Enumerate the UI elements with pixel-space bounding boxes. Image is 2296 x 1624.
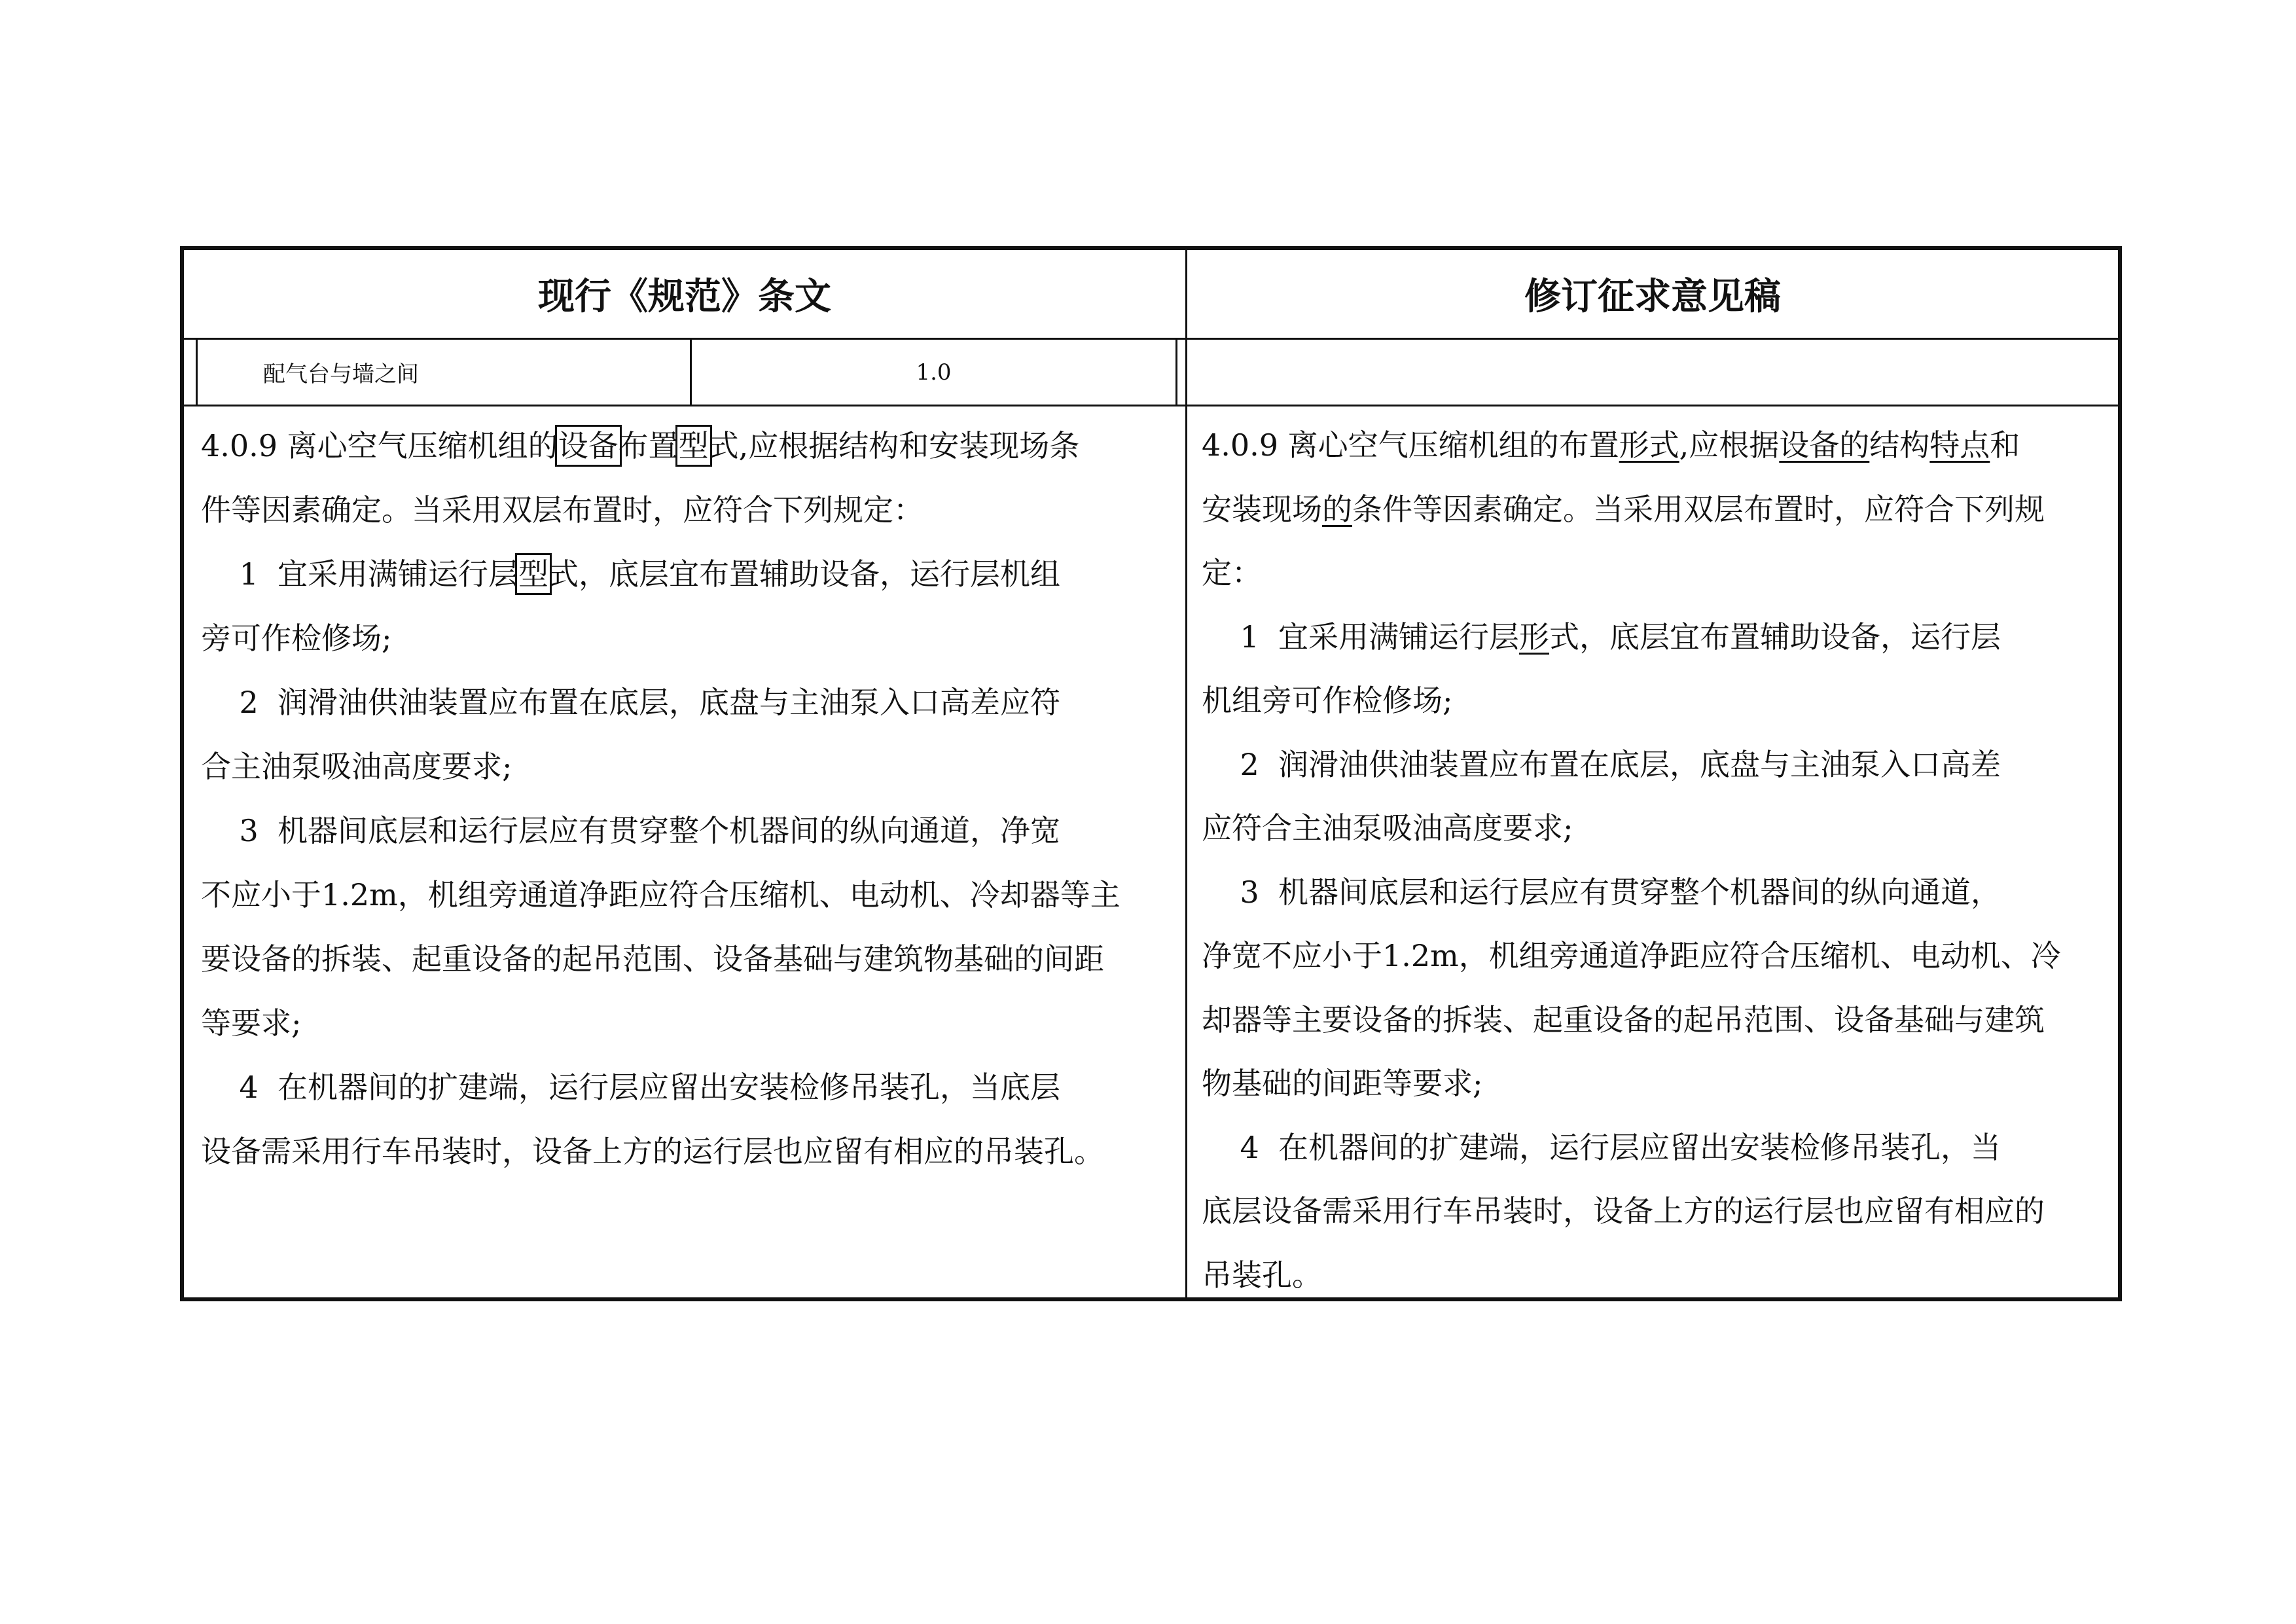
- boxed-term: 设备: [558, 428, 619, 463]
- right-line-1: 4.0.9 离心空气压缩机组的布置形式,应根据设备的结构特点和: [1202, 427, 2020, 463]
- left-line-10: 等要求;: [201, 1005, 302, 1041]
- left-line-9: 要设备的拆装、起重设备的起吊范围、设备基础与建筑物基础的间距: [201, 941, 1104, 977]
- underlined-term: 的: [1322, 491, 1352, 527]
- right-line-4: 1 宜采用满铺运行层形式，底层宜布置辅助设备，运行层: [1202, 619, 2001, 655]
- right-line-6: 2 润滑油供油装置应布置在底层，底盘与主油泵入口高差: [1202, 746, 2001, 782]
- left-line-8: 不应小于1.2m，机组旁通道净距应符合压缩机、电动机、冷却器等主: [201, 877, 1121, 912]
- left-line-1: 4.0.9 离心空气压缩机组的设备布置型式,应根据结构和安装现场条: [201, 428, 1080, 463]
- right-line-13: 底层设备需采用行车吊装时，设备上方的运行层也应留有相应的: [1202, 1193, 2045, 1229]
- left-line-2: 件等因素确定。当采用双层布置时，应符合下列规定：: [201, 492, 924, 528]
- left-line-5: 2 润滑油供油装置应布置在底层，底盘与主油泵入口高差应符: [201, 685, 1060, 720]
- right-line-3: 定：: [1202, 555, 1262, 590]
- revision-draft-header: 修订征求意见稿: [1524, 276, 1781, 318]
- clearance-subtable-row: [196, 340, 1177, 405]
- boxed-term: 型: [518, 556, 548, 592]
- left-line-11: 4 在机器间的扩建端，运行层应留出安装检修吊装孔，当底层: [201, 1070, 1060, 1105]
- subtable-divider: [184, 405, 2118, 406]
- left-line-7: 3 机器间底层和运行层应有贯穿整个机器间的纵向通道，净宽: [201, 813, 1060, 848]
- right-line-12: 4 在机器间的扩建端，运行层应留出安装检修吊装孔，当: [1202, 1129, 2001, 1165]
- current-code-text: [201, 414, 1163, 1183]
- revision-draft-text: [1202, 414, 2118, 1307]
- left-line-6: 合主油泵吸油高度要求;: [201, 749, 512, 784]
- right-line-11: 物基础的间距等要求;: [1202, 1066, 1483, 1101]
- left-line-4: 旁可作检修场;: [201, 621, 392, 656]
- underlined-term: 形: [1519, 619, 1549, 655]
- underlined-term: 特点: [1929, 427, 1990, 463]
- left-line-12: 设备需采用行车吊装时，设备上方的运行层也应留有相应的吊装孔。: [201, 1134, 1104, 1169]
- left-line-3: 1 宜采用满铺运行层型式，底层宜布置辅助设备，运行层机组: [201, 556, 1060, 592]
- underlined-term: 形式: [1619, 427, 1679, 463]
- right-line-5: 机组旁可作检修场;: [1202, 683, 1453, 718]
- column-divider: [1185, 250, 1187, 1297]
- right-line-7: 应符合主油泵吸油高度要求;: [1202, 810, 1573, 846]
- right-line-9: 净宽不应小于1.2m，机组旁通道净距应符合压缩机、电动机、冷: [1202, 938, 2061, 973]
- right-line-14: 吊装孔。: [1202, 1257, 1322, 1293]
- subtable-value: 1.0: [916, 359, 952, 386]
- right-line-2: 安装现场的条件等因素确定。当采用双层布置时，应符合下列规: [1202, 491, 2045, 527]
- underlined-term: 设备的: [1779, 427, 1870, 463]
- right-line-8: 3 机器间底层和运行层应有贯穿整个机器间的纵向通道，: [1202, 874, 2001, 910]
- current-code-header: 现行《规范》条文: [538, 276, 831, 318]
- boxed-term: 型: [678, 428, 709, 463]
- comparison-table: [180, 246, 2122, 1301]
- right-line-10: 却器等主要设备的拆装、起重设备的起吊范围、设备基础与建筑: [1202, 1001, 2045, 1038]
- subtable-label: 配气台与墙之间: [263, 361, 419, 388]
